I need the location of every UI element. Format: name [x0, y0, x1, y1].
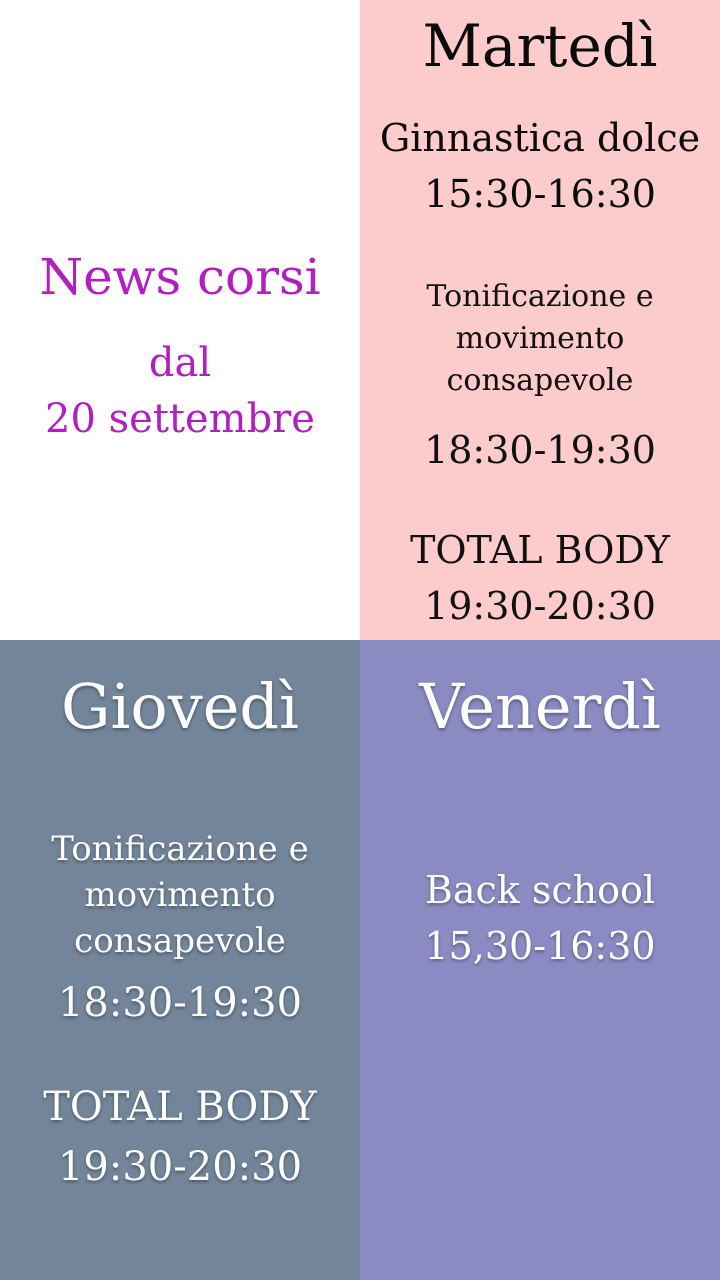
tuesday-title: Martedì — [422, 12, 658, 80]
class-name: Tonificazione e movimento consapevole — [426, 279, 654, 398]
class-time: 15:30-16:30 — [424, 172, 656, 216]
tuesday-panel — [360, 0, 720, 640]
class-name: Back school — [424, 868, 656, 912]
thursday-panel — [0, 640, 360, 1280]
friday-title: Venerdì — [419, 670, 661, 743]
news-start-date: 20 settembre — [45, 396, 315, 442]
class-name: Tonificazione e movimento consapevole — [51, 829, 309, 961]
class-name: TOTAL BODY — [43, 1084, 317, 1130]
news-subtitle-dal: dal — [148, 340, 212, 386]
class-name: TOTAL BODY — [410, 528, 670, 572]
news-title: News corsi — [39, 248, 321, 306]
news-panel — [0, 0, 360, 640]
class-time: 18:30-19:30 — [424, 428, 656, 472]
class-time: 18:30-19:30 — [57, 980, 303, 1026]
class-time: 19:30-20:30 — [57, 1144, 303, 1190]
class-time: 19:30-20:30 — [424, 584, 656, 628]
thursday-title: Giovedì — [61, 670, 299, 743]
friday-panel — [360, 640, 720, 1280]
class-name: Ginnastica dolce — [379, 116, 701, 160]
class-time: 15,30-16:30 — [424, 924, 656, 968]
